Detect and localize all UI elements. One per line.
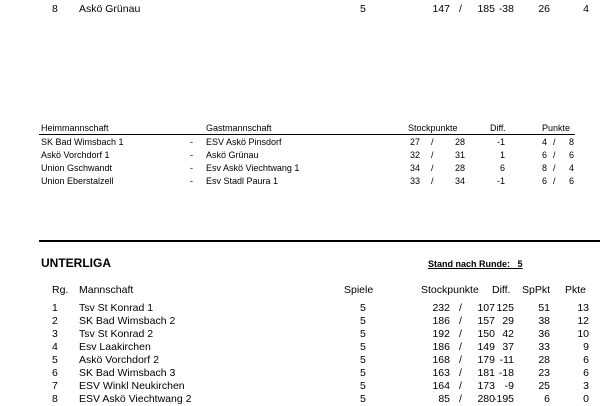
sppkt: 28 [538,354,550,366]
pkte: 0 [583,393,589,405]
sppkt: 38 [538,315,550,327]
home-team: SK Bad Wimsbach 1 [41,137,124,147]
rank: 8 [52,393,58,405]
rank: 2 [52,315,58,327]
sp-sep: / [459,393,462,405]
sp-guest: 28 [454,137,465,147]
section-divider [39,240,600,242]
match-row [0,163,600,176]
rank: 6 [52,367,58,379]
pkte: 9 [583,341,589,353]
stand-round: 5 [517,259,523,269]
standings-row [0,328,600,341]
p-guest: 4 [568,163,574,173]
sppkt: 23 [538,367,550,379]
header-stockpunkte: Stockpunkte [408,123,458,133]
sp-sep: / [459,341,462,353]
p-guest: 8 [568,137,574,147]
diff: -1 [496,176,505,186]
standings-row [0,302,600,315]
p-home: 4 [541,137,547,147]
sp-against: 173 [477,380,495,392]
league-header [0,284,600,297]
header-team: Mannschaft [79,284,134,296]
sp-home: 34 [409,163,420,173]
guest-team: ESV Askö Pinsdorf [206,137,282,147]
standings-row-top [0,3,600,16]
home-team: Union Gschwandt [41,163,113,173]
header-diff: Diff. [490,123,506,133]
team: Tsv St Konrad 2 [79,328,154,340]
diff: 1 [499,150,505,160]
sp-guest: 34 [454,176,465,186]
standings-row [0,315,600,328]
games: 5 [360,341,366,353]
p-home: 8 [541,163,547,173]
pkte: 3 [583,380,589,392]
pkte: 12 [577,315,589,327]
sp-against: 179 [477,354,495,366]
dash: - [190,137,193,147]
standings-row [0,341,600,354]
sp-for: 186 [432,315,450,327]
games: 5 [360,393,366,405]
header-pkte: Pkte [565,284,587,296]
home-team: Union Eberstalzell [41,176,114,186]
sp-for: 168 [432,354,450,366]
rank: 1 [52,302,58,314]
sp-for: 192 [432,328,450,340]
p-sep: / [553,150,556,160]
diff: -11 [499,354,514,366]
games: 5 [360,315,366,327]
team: Esv Laakirchen [79,341,151,353]
diff: 37 [502,341,514,353]
dash: - [190,150,193,160]
rank: 7 [52,380,58,392]
header-sppkt: SpPkt [522,284,551,296]
sp-against: 280 [477,393,495,405]
sppkt: 33 [538,341,550,353]
team: ESV Winkl Neukirchen [79,380,185,392]
rank: 5 [52,354,58,366]
pkte: 10 [577,328,589,340]
team: Askö Grünau [79,3,141,15]
match-row [0,176,600,189]
sp-sep: / [431,163,434,173]
sp-for: 85 [438,393,450,405]
diff: -38 [498,3,514,15]
diff: 125 [496,302,514,314]
sppkt: 51 [538,302,550,314]
p-home: 6 [541,150,547,160]
pkte: 13 [577,302,589,314]
league-title: UNTERLIGA [41,256,111,270]
sp-guest: 28 [454,163,465,173]
match-row [0,150,600,163]
header-home: Heimmannschaft [41,123,109,133]
p-guest: 6 [568,176,574,186]
sp-sep: / [459,354,462,366]
diff: -195 [492,393,514,405]
sp-sep: / [459,367,462,379]
header-guest: Gastmannschaft [206,123,272,133]
pkte: 6 [583,367,589,379]
rank: 8 [52,3,58,15]
home-team: Askö Vorchdorf 1 [41,150,110,160]
standings-row [0,354,600,367]
sp-sep: / [459,3,462,15]
games: 5 [360,328,366,340]
pkte: 6 [583,354,589,366]
dash: - [190,163,193,173]
sp-sep: / [459,328,462,340]
stand-label [428,259,523,269]
sp-for: 186 [432,341,450,353]
diff: -18 [498,367,514,379]
pkte: 4 [583,3,589,15]
p-guest: 6 [568,150,574,160]
sp-for: 147 [432,3,450,15]
games: 5 [360,367,366,379]
sp-against: 107 [477,302,495,314]
sp-guest: 31 [454,150,465,160]
guest-team: Esv Stadl Paura 1 [206,176,279,186]
sp-against: 157 [477,315,495,327]
rank: 3 [52,328,58,340]
sp-sep: / [431,150,434,160]
sppkt: 6 [544,393,550,405]
sp-against: 149 [477,341,495,353]
sppkt: 25 [538,380,550,392]
team: SK Bad Wimsbach 3 [79,367,176,379]
dash: - [190,176,193,186]
p-sep: / [553,163,556,173]
guest-team: Askö Grünau [206,150,259,160]
p-home: 6 [541,176,547,186]
sp-against: 181 [477,367,495,379]
header-games: Spiele [344,284,374,296]
sp-for: 232 [432,302,450,314]
header-stockpunkte: Stockpunkte [421,284,479,296]
sp-sep: / [431,176,434,186]
team: Askö Vorchdorf 2 [79,354,159,366]
sp-sep: / [431,137,434,147]
guest-team: Esv Askö Viechtwang 1 [206,163,300,173]
header-diff: Diff. [492,284,511,296]
match-row [0,137,600,150]
team: SK Bad Wimsbach 2 [79,315,176,327]
matches-header-underline [39,134,575,135]
sp-sep: / [459,380,462,392]
team: ESV Askö Viechtwang 2 [79,393,192,405]
sp-sep: / [459,302,462,314]
pts: 26 [538,3,550,15]
diff: -1 [496,137,505,147]
diff: 42 [502,328,514,340]
games: 5 [360,380,366,392]
standings-row [0,380,600,393]
diff: -9 [504,380,514,392]
games: 5 [360,302,366,314]
header-rank: Rg. [52,284,69,296]
header-punkte: Punkte [542,123,571,133]
p-sep: / [553,137,556,147]
games: 5 [360,354,366,366]
diff: 6 [499,163,505,173]
diff: 29 [502,315,514,327]
sp-sep: / [459,315,462,327]
team: Tsv St Konrad 1 [79,302,154,314]
games: 5 [360,3,366,15]
sp-against: 150 [477,328,495,340]
stand-label-text: Stand nach Runde: [428,259,511,269]
sppkt: 36 [538,328,550,340]
sp-home: 32 [409,150,420,160]
standings-row [0,367,600,380]
sp-against: 185 [477,3,495,15]
sp-for: 163 [432,367,450,379]
sp-for: 164 [432,380,450,392]
sp-home: 33 [409,176,420,186]
sp-home: 27 [409,137,420,147]
rank: 4 [52,341,58,353]
p-sep: / [553,176,556,186]
